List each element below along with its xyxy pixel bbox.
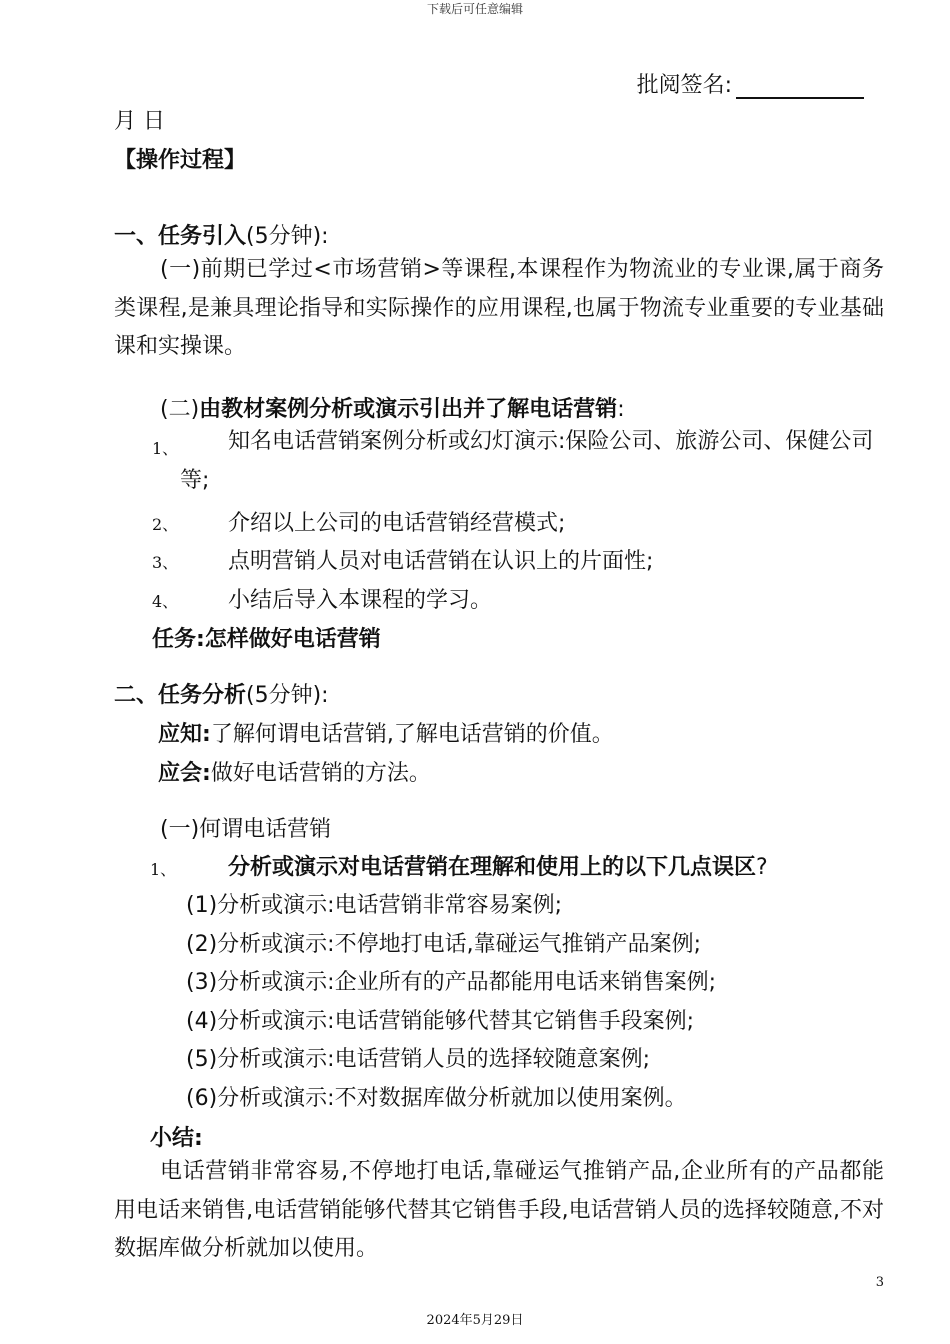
point-bold: 分析或演示对电话营销在理解和使用上的以下几点误区 [228, 855, 757, 880]
summary-text: 电话营销非常容易,不停地打电话,靠碰运气推销产品,企业所有的产品都能用电话来销售,电话营销能够代替其它销售手段,电话营销人员的选择较随意,不对数据库做分析就加以使用。 [114, 1159, 884, 1261]
case-item: (3)分析或演示:企业所有的产品都能用电话来销售案例; [186, 970, 716, 995]
section1-heading [114, 219, 329, 250]
section2-heading-bold: 二、任务分析 [114, 683, 247, 708]
case-item: (6)分析或演示:不对数据库做分析就加以使用案例。 [186, 1086, 687, 1111]
section1-sub2-bold: 由教材案例分析或演示引出并了解电话营销 [199, 397, 618, 422]
section2-know [158, 717, 614, 748]
process-title: 【操作过程】 [114, 148, 247, 173]
case-item: (4)分析或演示:电话营销能够代替其它销售手段案例; [186, 1009, 694, 1034]
list-item-number: 2、 [152, 515, 179, 534]
section1-heading-rest: (5分钟): [246, 224, 329, 249]
summary-label: 小结: [150, 1126, 203, 1151]
section1-sub2-prefix: (二) [160, 397, 200, 422]
list-item-number: 1、 [152, 439, 179, 458]
list-item-text: 点明营销人员对电话营销在认识上的片面性; [228, 549, 654, 574]
can-label: 应会: [158, 761, 211, 786]
list-item-text: 小结后导入本课程的学习。 [228, 588, 493, 613]
list-item-text: 介绍以上公司的电话营销经营模式; [228, 511, 566, 536]
page-number: 3 [875, 1275, 884, 1290]
know-label: 应知: [158, 722, 211, 747]
section1-sub2-suffix: : [617, 397, 625, 422]
point-number: 1、 [150, 860, 177, 879]
list-item-number: 4、 [152, 592, 179, 611]
section2-heading [114, 678, 329, 709]
list-item-number: 3、 [152, 553, 179, 572]
section2-sub1: (一)何谓电话营销 [160, 817, 332, 842]
page-header-note: 下载后可任意编辑 [426, 2, 523, 16]
point-heading [228, 850, 768, 881]
section1-sub2 [160, 392, 625, 423]
case-item: (1)分析或演示:电话营销非常容易案例; [186, 893, 562, 918]
section2-heading-rest: (5分钟): [246, 683, 329, 708]
case-item: (2)分析或演示:不停地打电话,靠碰运气推销产品案例; [186, 932, 701, 957]
signature-label: 批阅签名: [636, 73, 732, 98]
list-item-text: 知名电话营销案例分析或幻灯演示:保险公司、旅游公司、保健公司等; [180, 429, 874, 493]
signature-field [637, 68, 864, 99]
case-item: (5)分析或演示:电话营销人员的选择较随意案例; [186, 1047, 650, 1072]
can-text: 做好电话营销的方法。 [210, 761, 431, 786]
section1-task: 任务:怎样做好电话营销 [152, 627, 381, 652]
signature-line [736, 77, 864, 99]
know-text: 了解何谓电话营销,了解电话营销的价值。 [210, 722, 614, 747]
section2-can [158, 756, 431, 787]
section1-para1: (一)前期已学过<市场营销>等课程,本课程作为物流业的专业课,属于商务类课程,是兼具理论指导和实际操作的应用课程,也属于物流专业重要的专业基础课和实操课。 [114, 257, 884, 359]
point-question: ? [756, 855, 768, 880]
section1-heading-bold: 一、任务引入 [114, 224, 247, 249]
date-line: 月 日 [114, 109, 165, 134]
footer-date: 2024年5月29日 [426, 1313, 524, 1328]
